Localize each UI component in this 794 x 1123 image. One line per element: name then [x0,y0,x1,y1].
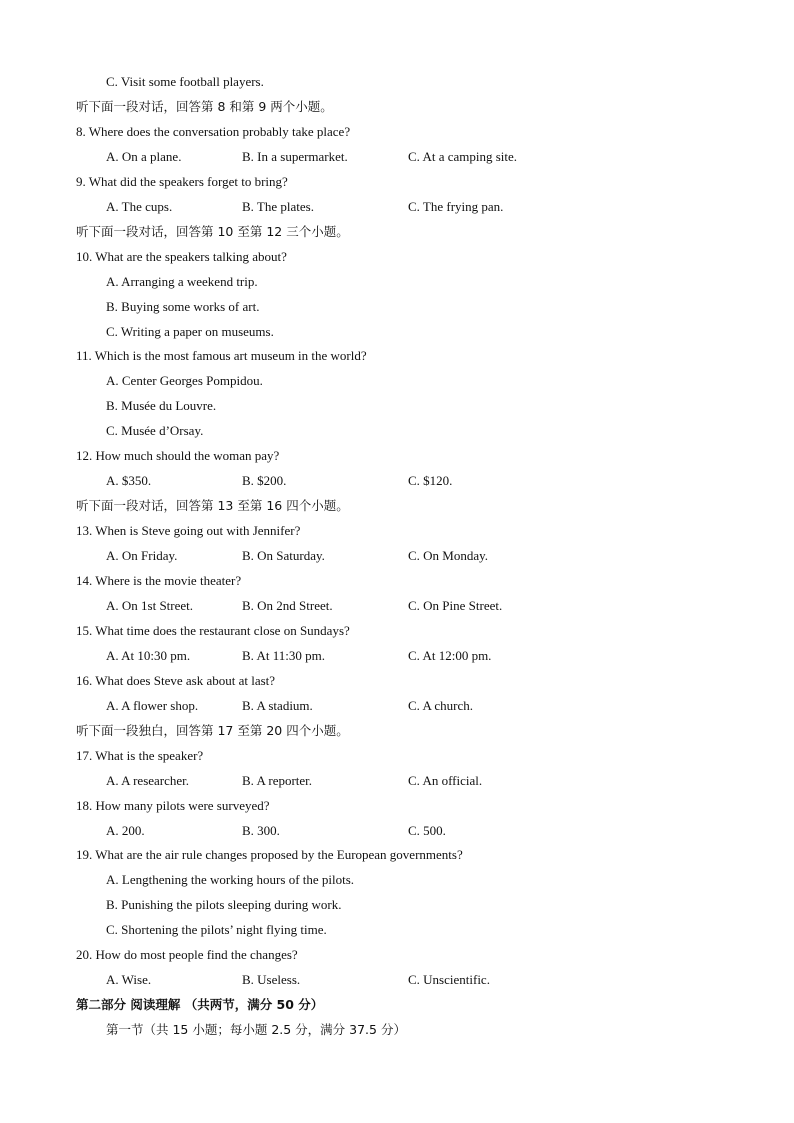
question-text: 8. Where does the conversation probably take place? [76,123,351,139]
option-row [106,818,726,843]
option-row [106,768,726,793]
section-instruction: 听下面一段对话，回答第 10 至第 12 三个小题。 [76,223,349,239]
option-a: A. Wise. [106,972,152,988]
option-a: A. 200. [106,822,145,838]
option-row [106,643,726,668]
option-c: C. A church. [408,697,473,713]
option-row [106,593,726,618]
section-instruction: 听下面一段对话，回答第 8 和第 9 两个小题。 [76,98,333,114]
option-line: C. Writing a paper on museums. [106,323,274,339]
option-b: B. A stadium. [242,697,313,713]
option-c: C. 500. [408,822,446,838]
question-text: 20. How do most people find the changes? [76,947,298,963]
question-text: 16. What does Steve ask about at last? [76,672,276,688]
question-text: 12. How much should the woman pay? [76,448,280,464]
option-line: A. Lengthening the working hours of the pilots. [106,872,355,888]
question-text: 18. How many pilots were surveyed? [76,797,270,813]
option-a: A. On a plane. [106,148,182,164]
option-c: C. The frying pan. [408,198,504,214]
question-text: 11. Which is the most famous art museum in the world? [76,348,367,364]
option-a: A. A flower shop. [106,697,199,713]
section-instruction: 听下面一段对话，回答第 13 至第 16 四个小题。 [76,498,349,514]
option-row [106,693,726,718]
option-b: B. Useless. [242,972,301,988]
option-row [106,468,726,493]
subsection-heading: 第一节（共 15 小题；每小题 2.5 分，满分 37.5 分） [106,1022,406,1038]
question-text: 17. What is the speaker? [76,747,204,763]
option-b: B. On 2nd Street. [242,597,333,613]
option-c: C. At a camping site. [408,148,518,164]
option-a: A. $350. [106,473,152,489]
question-text: 13. When is Steve going out with Jennifer? [76,523,301,539]
option-line: B. Musée du Louvre. [106,398,217,414]
option-a: A. The cups. [106,198,173,214]
question-text: 19. What are the air rule changes proposed by the European governments? [76,847,463,863]
option-line: C. Musée d’Orsay. [106,423,204,439]
option-c: C. Unscientific. [408,972,490,988]
section-instruction: 听下面一段独白，回答第 17 至第 20 四个小题。 [76,722,349,738]
option-line: C. Visit some football players. [106,74,264,89]
question-text: 10. What are the speakers talking about? [76,248,287,264]
question-text: 15. What time does the restaurant close on Sundays? [76,622,350,638]
option-line: A. Center Georges Pompidou. [106,373,263,389]
option-line: B. Punishing the pilots sleeping during work. [106,897,342,913]
option-b: B. A reporter. [242,772,313,788]
option-c: C. At 12:00 pm. [408,647,492,663]
option-c: C. An official. [408,772,483,788]
option-line: A. Arranging a weekend trip. [106,273,258,289]
question-text: 9. What did the speakers forget to bring? [76,173,288,189]
option-b: B. At 11:30 pm. [242,647,325,663]
option-a: A. On Friday. [106,548,178,564]
option-a: A. A researcher. [106,772,190,788]
option-row [106,194,726,219]
option-b: B. In a supermarket. [242,148,348,164]
option-row [106,144,726,169]
question-text: 14. Where is the movie theater? [76,573,242,588]
option-b: B. 300. [242,822,280,838]
option-row [106,967,726,992]
option-c: C. On Monday. [408,548,489,564]
option-row [106,543,726,568]
option-a: A. At 10:30 pm. [106,647,191,663]
part-heading: 第二部分 阅读理解 （共两节，满分 50 分） [76,997,324,1013]
option-c: C. $120. [408,473,453,489]
option-b: B. $200. [242,473,287,489]
option-b: B. On Saturday. [242,548,325,564]
option-c: C. On Pine Street. [408,597,503,613]
option-b: B. The plates. [242,198,314,214]
option-line: B. Buying some works of art. [106,298,260,314]
option-a: A. On 1st Street. [106,597,194,613]
option-line: C. Shortening the pilots’ night flying time. [106,922,327,938]
